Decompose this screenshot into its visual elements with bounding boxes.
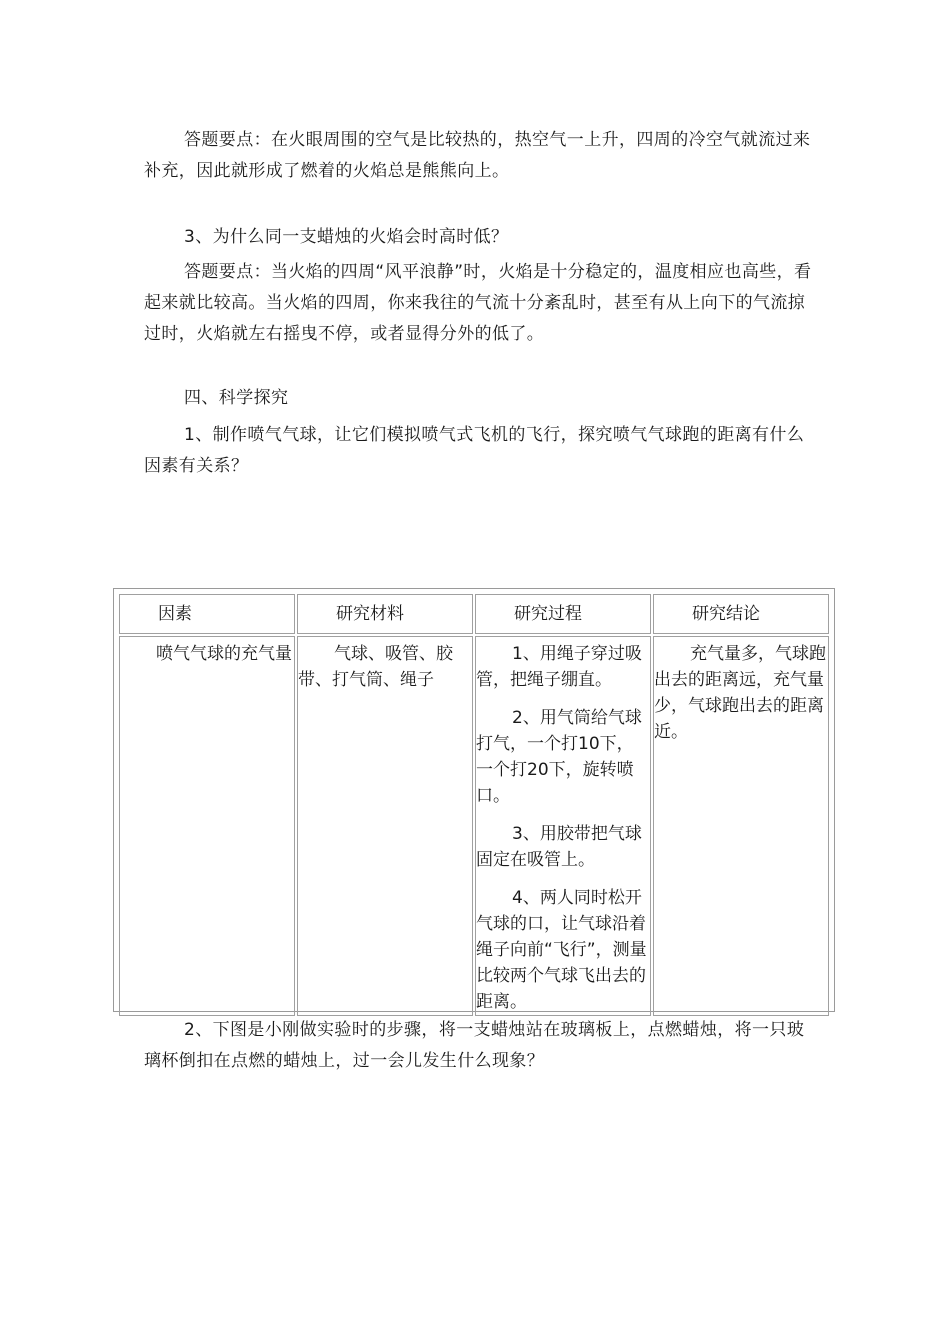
table-header-cell [119, 594, 295, 634]
process-step: 4、两人同时松开气球的口，让气球沿着绳子向前“飞行”，测量比较两个气球飞出去的距离。 [476, 888, 647, 1012]
table-cell-factor [119, 636, 295, 1016]
conclusion-text: 充气量多，气球跑出去的距离远，充气量少，气球跑出去的距离近。 [654, 644, 826, 742]
table-cell-materials [297, 636, 473, 1016]
table-row [119, 636, 829, 1016]
question-4-1: 1、制作喷气气球，让它们模拟喷气式飞机的飞行，探究喷气气球跑的距离有什么因素有关系？ [144, 425, 805, 476]
table-cell-conclusion [653, 636, 829, 1016]
table-header-cell [653, 594, 829, 634]
header-factor: 因素 [158, 604, 192, 624]
header-materials: 研究材料 [336, 604, 404, 624]
process-step: 3、用胶带把气球固定在吸管上。 [476, 824, 642, 870]
table-header-cell [475, 594, 651, 634]
header-conclusion: 研究结论 [692, 604, 760, 624]
research-table [117, 592, 831, 1018]
factor-text: 喷气气球的充气量 [156, 644, 292, 664]
section-heading: 四、科学探究 [184, 388, 289, 408]
question-3: 3、为什么同一支蜡烛的火焰会时高时低？ [184, 227, 509, 247]
question-4-2: 2、下图是小刚做实验时的步骤，将一支蜡烛站在玻璃板上，点燃蜡烛，将一只玻璃杯倒扣在点燃的蜡烛上，过一会儿发生什么现象？ [144, 1020, 805, 1071]
process-step: 2、用气筒给气球打气，一个打10下，一个打20下，旋转喷口。 [476, 708, 642, 806]
answer-paragraph: 答题要点：在火眼周围的空气是比较热的，热空气一上升，四周的冷空气就流过来补充，因此就形成了燃着的火焰总是熊熊向上。 [144, 130, 811, 181]
research-table-frame [113, 588, 835, 1012]
header-process: 研究过程 [514, 604, 582, 624]
table-header-cell [297, 594, 473, 634]
table-header-row [119, 594, 829, 634]
table-cell-process [475, 636, 651, 1016]
materials-text: 气球、吸管、胶带、打气筒、绳子 [298, 644, 453, 690]
answer-3-paragraph: 答题要点：当火焰的四周“风平浪静”时，火焰是十分稳定的，温度相应也高些，看起来就比较高。当火焰的四周，你来我往的气流十分紊乱时，甚至有从上向下的气流掠过时，火焰就左右摇曳不停，或者显得分外的低了。 [144, 262, 812, 344]
process-step: 1、用绳子穿过吸管，把绳子绷直。 [476, 644, 642, 690]
